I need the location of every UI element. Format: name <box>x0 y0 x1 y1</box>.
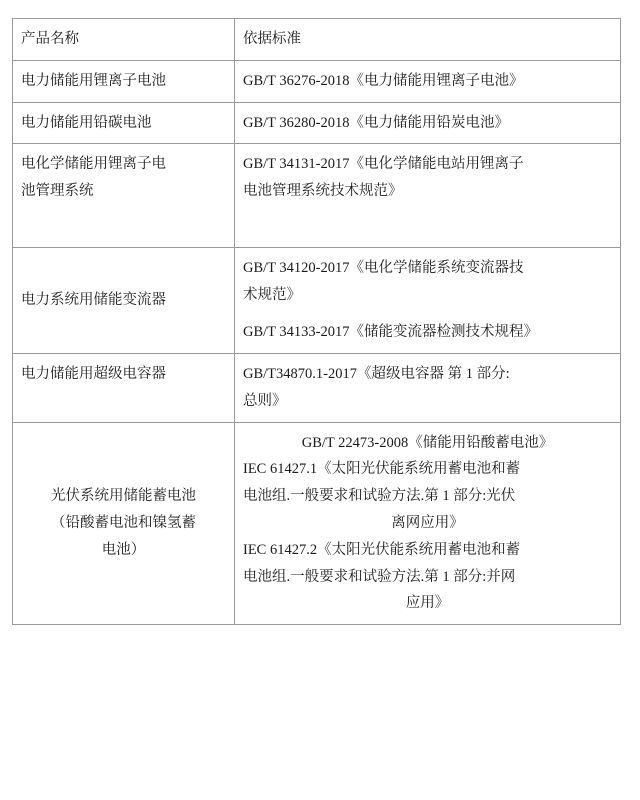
text-line: 电力系统用储能变流器 <box>21 292 166 309</box>
text-line: 电池） <box>101 541 146 558</box>
cell-standard <box>235 353 621 422</box>
cell-standard <box>235 60 621 102</box>
text-line: GB/T 22473-2008《储能用铅酸蓄电池》 <box>301 434 554 451</box>
standards-table <box>12 18 621 625</box>
text-line: IEC 61427.2《太阳光伏能系统用蓄电池和蓄 <box>243 541 521 558</box>
text-line: IEC 61427.1《太阳光伏能系统用蓄电池和蓄 <box>243 461 521 478</box>
table-row <box>13 422 621 625</box>
column-header-product-name: 产品名称 <box>13 19 235 61</box>
table-row <box>13 60 621 102</box>
text-line: 池管理系统 <box>21 183 94 200</box>
column-header-standard: 依据标准 <box>235 19 621 61</box>
text-line: 电力储能用铅碳电池 <box>21 114 152 131</box>
cell-product-name <box>13 248 235 353</box>
text-line: 电池管理系统技术规范》 <box>243 183 403 200</box>
line-gap <box>243 309 612 319</box>
text-line: 电力储能用锂离子电池 <box>21 72 166 89</box>
text-line: 总则》 <box>243 392 287 409</box>
text-line: GB/T 34120-2017《电化学储能系统变流器技 <box>243 260 524 277</box>
text-line: 术规范》 <box>243 287 301 304</box>
text-line: 电化学储能用锂离子电 <box>21 156 166 173</box>
text-line: （铅酸蓄电池和镍氢蓄 <box>51 514 196 531</box>
text-line: 电力储能用超级电容器 <box>21 365 166 382</box>
text-line: GB/T34870.1-2017《超级电容器 第 1 部分: <box>243 365 510 382</box>
cell-product-name <box>13 144 235 248</box>
text-line: 电池组.一般要求和试验方法.第 1 部分:并网 <box>243 568 516 585</box>
cell-standard <box>235 248 621 353</box>
table-header-row <box>13 19 621 61</box>
cell-standard <box>235 422 621 625</box>
table-row <box>13 353 621 422</box>
table-row <box>13 102 621 144</box>
text-line: GB/T 34131-2017《电化学储能电站用锂离子 <box>243 156 524 173</box>
text-line: GB/T 34133-2017《储能变流器检测技术规程》 <box>243 324 538 341</box>
cell-product-name <box>13 102 235 144</box>
text-line: 电池组.一般要求和试验方法.第 1 部分:光伏 <box>243 488 516 505</box>
text-line: GB/T 36280-2018《电力储能用铅炭电池》 <box>243 114 509 131</box>
text-line: GB/T 36276-2018《电力储能用锂离子电池》 <box>243 72 524 89</box>
text-line: 离网应用》 <box>391 514 464 531</box>
cell-product-name <box>13 60 235 102</box>
table-row <box>13 248 621 353</box>
cell-standard <box>235 102 621 144</box>
table-row <box>13 144 621 248</box>
cell-product-name <box>13 353 235 422</box>
text-line: 光伏系统用储能蓄电池 <box>51 488 196 505</box>
text-line: 应用》 <box>405 595 450 612</box>
cell-product-name <box>13 422 235 625</box>
cell-standard <box>235 144 621 248</box>
